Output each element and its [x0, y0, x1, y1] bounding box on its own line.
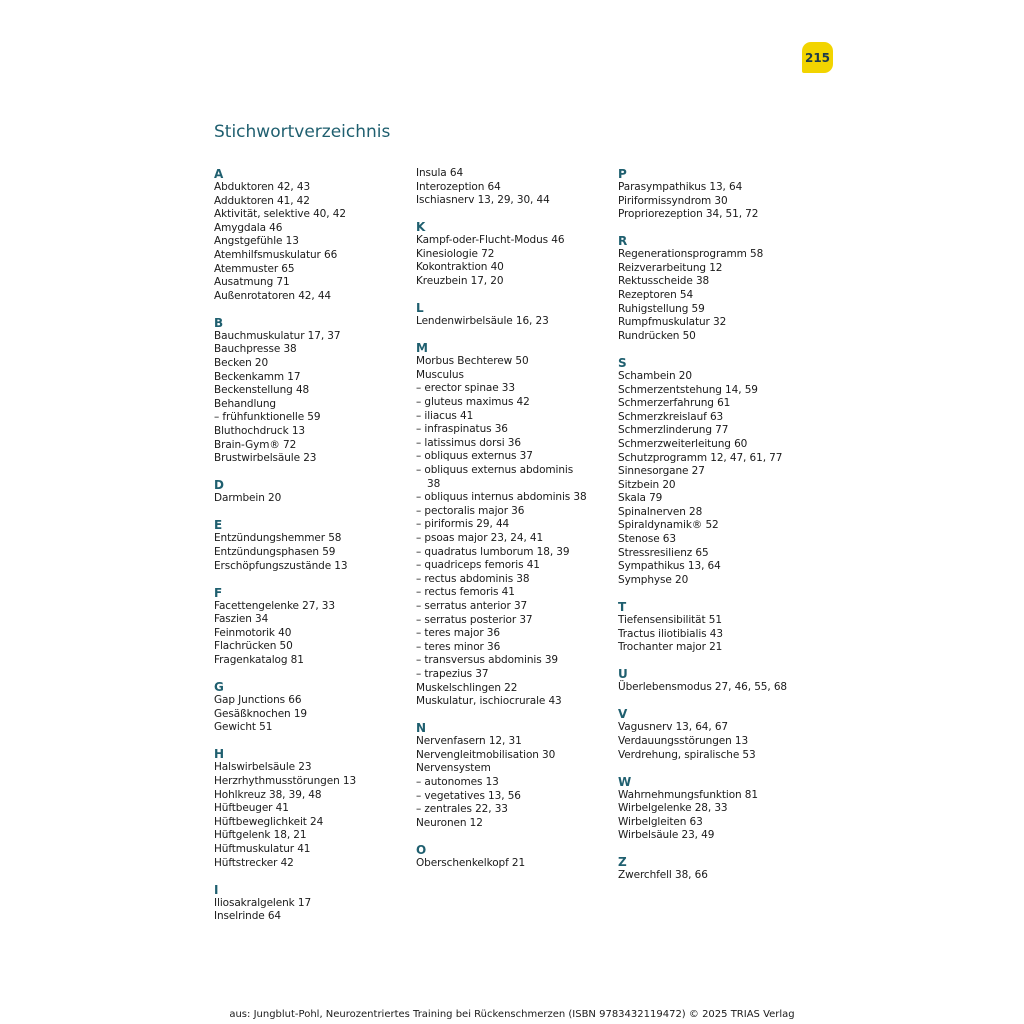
index-section [618, 707, 818, 762]
index-section [618, 667, 818, 695]
index-entry: – rectus femoris 41 [416, 586, 515, 599]
section-letter: I [214, 882, 219, 897]
index-section [618, 167, 818, 222]
index-section [416, 167, 616, 208]
index-entry: Gewicht 51 [214, 721, 273, 734]
index-entry: Atemhilfsmuskulatur 66 [214, 248, 338, 261]
index-entry: Tractus iliotibialis 43 [618, 627, 723, 640]
index-entry: Iliosakralgelenk 17 [214, 896, 312, 909]
section-letter: V [618, 707, 628, 722]
index-entry: Nervenfasern 12, 31 [416, 735, 522, 748]
index-section [214, 883, 414, 924]
index-entry: Beckenstellung 48 [214, 384, 310, 397]
index-entry: Musculus [416, 368, 464, 381]
index-entry: Becken 20 [214, 357, 269, 370]
index-entry: Schmerzentstehung 14, 59 [618, 383, 758, 396]
index-entry: Schmerzlinderung 77 [618, 424, 729, 437]
section-letter: G [214, 680, 224, 695]
index-section [618, 234, 818, 343]
index-entry: Hüftmuskulatur 41 [214, 842, 311, 855]
index-entry: Hüftbeuger 41 [214, 802, 289, 815]
index-entry: Insula 64 [416, 167, 464, 179]
section-letter: E [214, 518, 223, 533]
index-entry: – serratus anterior 37 [416, 599, 528, 612]
index-section [416, 843, 616, 871]
index-entry: Hüftgelenk 18, 21 [214, 829, 307, 842]
index-section [214, 167, 414, 303]
index-entry: Ruhigstellung 59 [618, 302, 705, 315]
index-entry: Symphyse 20 [618, 573, 689, 586]
index-entry: Spiraldynamik® 52 [618, 519, 719, 532]
index-entry: Reizverarbeitung 12 [618, 261, 723, 274]
index-entry: – latissimus dorsi 36 [416, 436, 521, 449]
index-entry: Aktivität, selektive 40, 42 [214, 208, 346, 221]
index-entry: Ausatmung 71 [214, 276, 290, 289]
index-entry: Rektusscheide 38 [618, 275, 710, 288]
index-entry: – teres major 36 [416, 627, 500, 640]
index-entry: Nervengleitmobilisation 30 [416, 748, 556, 761]
section-letter: L [416, 301, 424, 316]
index-entry: Überlebensmodus 27, 46, 55, 68 [618, 681, 788, 694]
index-entry: Stressresilienz 65 [618, 546, 709, 559]
index-entry: Adduktoren 41, 42 [214, 194, 310, 207]
index-entry: Entzündungsphasen 59 [214, 545, 336, 558]
index-entry: – obliquus internus abdominis 38 [416, 491, 587, 504]
index-entry: – serratus posterior 37 [416, 613, 533, 626]
index-entry: – piriformis 29, 44 [416, 518, 510, 531]
index-column-3 [618, 167, 818, 896]
index-entry: Tiefensensibilität 51 [618, 613, 722, 626]
index-entry: Nervensystem [416, 762, 491, 775]
index-entry: Feinmotorik 40 [214, 626, 292, 639]
index-entry: – teres minor 36 [416, 640, 501, 653]
index-entry: Schutzprogramm 12, 47, 61, 77 [618, 451, 783, 464]
index-entry: Ischiasnerv 13, 29, 30, 44 [416, 194, 550, 207]
section-letter: N [416, 721, 427, 736]
index-entry: – infraspinatus 36 [416, 423, 508, 436]
index-entry: Vagusnerv 13, 64, 67 [618, 721, 729, 734]
source-footer: aus: Jungblut-Pohl, Neurozentriertes Training bei Rückenschmerzen (ISBN 9783432119472) © 2025 TRIAS Verlag [229, 1009, 795, 1020]
index-entry: Trochanter major 21 [618, 641, 723, 654]
section-letter: M [416, 341, 428, 356]
index-entry: Schmerzkreislauf 63 [618, 410, 724, 423]
index-entry: – transversus abdominis 39 [416, 654, 558, 667]
index-entry: Sitzbein 20 [618, 478, 676, 491]
index-entry: Rumpfmuskulatur 32 [618, 316, 727, 329]
index-entry: Kreuzbein 17, 20 [416, 275, 504, 288]
index-entry: – quadriceps femoris 41 [416, 559, 540, 572]
index-entry: Hohlkreuz 38, 39, 48 [214, 788, 322, 801]
index-entry: – pectoralis major 36 [416, 504, 525, 517]
index-entry: Zwerchfell 38, 66 [618, 869, 708, 882]
index-entry: – psoas major 23, 24, 41 [416, 531, 544, 544]
index-entry: Gesäßknochen 19 [214, 707, 308, 720]
index-section [416, 301, 616, 329]
index-entry: Oberschenkelkopf 21 [416, 856, 526, 869]
index-entry: Gap Junctions 66 [214, 694, 302, 707]
index-section [416, 341, 616, 708]
index-entry: – rectus abdominis 38 [416, 572, 530, 585]
index-entry: Flachrücken 50 [214, 640, 293, 653]
index-entry: Atemmuster 65 [214, 262, 295, 275]
index-entry: Entzündungshemmer 58 [214, 532, 342, 545]
index-entry: Hüftstrecker 42 [214, 856, 294, 869]
section-letter: P [618, 167, 627, 181]
index-entry: Propriorezeption 34, 51, 72 [618, 208, 759, 221]
index-entry: Schmerzweiterleitung 60 [618, 437, 748, 450]
section-letter: O [416, 842, 427, 857]
index-entry: – obliquus externus abdominis [416, 464, 574, 476]
index-section [214, 747, 414, 870]
index-section [618, 356, 818, 588]
index-entry: – iliacus 41 [416, 409, 474, 422]
index-section [214, 518, 414, 573]
section-letter: B [214, 315, 224, 330]
index-entry: Behandlung [214, 397, 276, 410]
page-title: Stichwortverzeichnis [214, 122, 391, 142]
section-letter: R [618, 234, 628, 249]
index-entry: Abduktoren 42, 43 [214, 181, 311, 193]
index-column-1 [214, 167, 414, 936]
index-entry: Faszien 34 [214, 613, 269, 626]
index-entry: Erschöpfungszustände 13 [214, 559, 348, 572]
index-entry: Halswirbelsäule 23 [214, 761, 312, 774]
index-entry: Darmbein 20 [214, 492, 282, 505]
index-entry: Rundrücken 50 [618, 329, 696, 342]
index-entry: Sinnesorgane 27 [618, 465, 705, 478]
index-entry: Lendenwirbelsäule 16, 23 [416, 315, 549, 328]
index-entry: Regenerationsprogramm 58 [618, 248, 764, 261]
index-entry: Wahrnehmungsfunktion 81 [618, 788, 758, 801]
section-letter: Z [618, 855, 627, 870]
index-entry: Außenrotatoren 42, 44 [214, 289, 332, 302]
index-entry: Facettengelenke 27, 33 [214, 599, 335, 612]
index-entry: – zentrales 22, 33 [416, 803, 508, 816]
index-entry: – obliquus externus 37 [416, 450, 533, 463]
index-section [214, 680, 414, 735]
index-entry: Morbus Bechterew 50 [416, 355, 529, 368]
section-letter: U [618, 667, 628, 682]
index-section [214, 316, 414, 466]
index-entry: – frühfunktionelle 59 [214, 411, 321, 424]
index-entry: Muskulatur, ischiocrurale 43 [416, 695, 562, 708]
index-entry: Kampf-oder-Flucht-Modus 46 [416, 234, 565, 247]
index-entry: Interozeption 64 [416, 180, 501, 193]
index-entry: Bauchmuskulatur 17, 37 [214, 329, 341, 342]
index-section [214, 586, 414, 668]
index-entry: Stenose 63 [618, 533, 676, 546]
index-column-2 [416, 167, 616, 883]
index-entry: Schmerzerfahrung 61 [618, 397, 731, 410]
index-entry: Brain-Gym® 72 [214, 438, 297, 451]
index-entry: Rezeptoren 54 [618, 289, 694, 302]
index-entry: Sympathikus 13, 64 [618, 560, 721, 573]
index-section [618, 600, 818, 655]
index-entry: Wirbelgelenke 28, 33 [618, 802, 728, 815]
index-entry: Fragenkatalog 81 [214, 654, 304, 667]
index-entry: Parasympathikus 13, 64 [618, 181, 743, 193]
index-section [416, 721, 616, 830]
index-section [618, 855, 818, 883]
section-letter: F [214, 585, 223, 600]
index-entry: – autonomes 13 [416, 775, 499, 788]
section-letter: K [416, 220, 426, 235]
index-entry: Brustwirbelsäule 23 [214, 452, 317, 465]
index-entry: Wirbelgleiten 63 [618, 815, 703, 828]
index-entry: Kinesiologie 72 [416, 247, 495, 260]
index-entry: Skala 79 [618, 492, 663, 505]
page-number-badge: 215 [802, 42, 833, 73]
index-entry: Piriformissyndrom 30 [618, 194, 728, 207]
index-entry: Herzrhythmusstörungen 13 [214, 775, 357, 787]
section-letter: D [214, 478, 224, 493]
section-letter: H [214, 747, 225, 762]
section-letter: A [214, 167, 224, 181]
index-entry: 38 [427, 477, 441, 490]
index-entry: Bluthochdruck 13 [214, 425, 305, 437]
index-section [214, 478, 414, 506]
index-section [416, 220, 616, 288]
index-entry: Amygdala 46 [214, 221, 283, 234]
index-entry: Inselrinde 64 [214, 910, 282, 923]
section-letter: W [618, 774, 632, 789]
index-entry: Spinalnerven 28 [618, 505, 703, 518]
index-entry: Neuronen 12 [416, 816, 483, 829]
index-entry: – trapezius 37 [416, 667, 489, 680]
index-entry: Beckenkamm 17 [214, 370, 301, 383]
index-entry: – gluteus maximus 42 [416, 396, 530, 409]
index-entry: – quadratus lumborum 18, 39 [416, 545, 570, 558]
index-entry: Hüftbeweglichkeit 24 [214, 815, 324, 828]
index-entry: Bauchpresse 38 [214, 343, 297, 356]
index-section [618, 775, 818, 843]
index-entry: Muskelschlingen 22 [416, 681, 518, 694]
index-entry: Angstgefühle 13 [214, 235, 299, 248]
index-entry: Kokontraktion 40 [416, 261, 504, 274]
section-letter: S [618, 355, 627, 370]
index-entry: Verdrehung, spiralische 53 [618, 748, 756, 761]
index-entry: Schambein 20 [618, 369, 692, 382]
index-entry: – vegetatives 13, 56 [416, 789, 521, 802]
index-entry: Verdauungsstörungen 13 [618, 734, 749, 747]
index-entry: Wirbelsäule 23, 49 [618, 829, 715, 842]
section-letter: T [618, 599, 627, 614]
index-entry: – erector spinae 33 [416, 382, 515, 395]
